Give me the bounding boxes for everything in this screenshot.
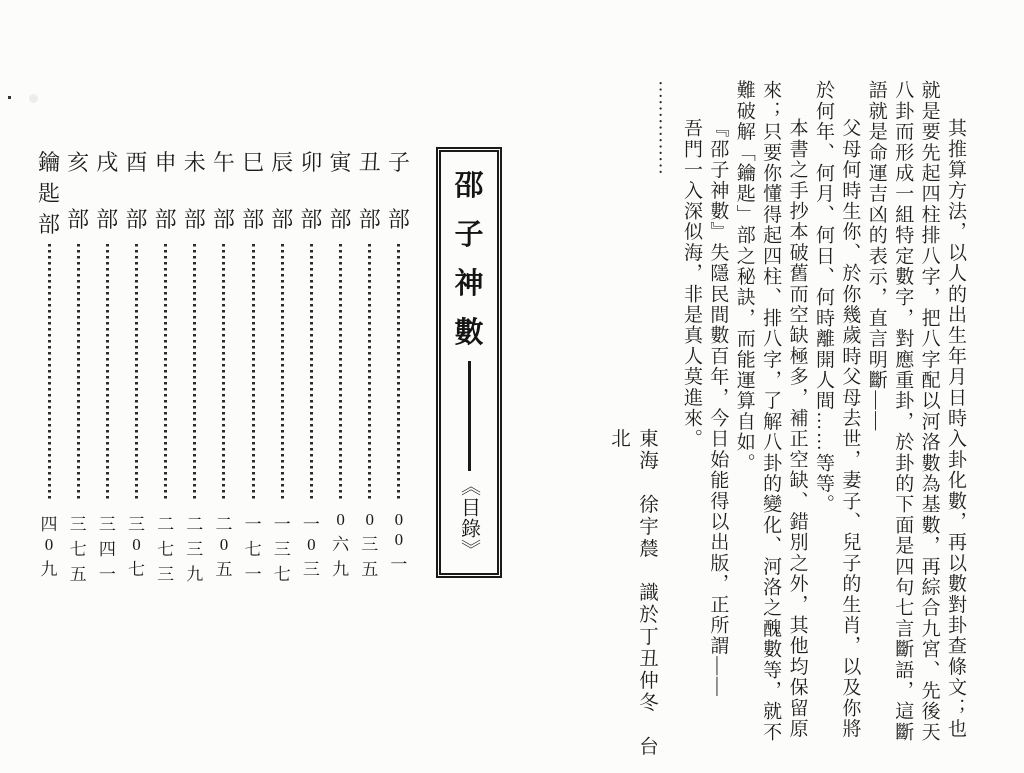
toc-entry-page (273, 510, 291, 584)
toc-entry (65, 146, 91, 584)
glyph: 一 (244, 565, 262, 584)
glyph: 數 (454, 317, 484, 349)
glyph: 酉 (125, 150, 148, 175)
toc-entry (357, 146, 383, 579)
toc-entry (269, 146, 295, 584)
glyph: 0 (132, 535, 141, 554)
glyph: 二 (186, 515, 204, 534)
glyph: 0 (365, 510, 374, 529)
toc-entry (153, 146, 179, 584)
toc-entry (94, 146, 120, 584)
toc-entry-page (302, 510, 320, 579)
glyph: 一 (390, 555, 408, 574)
toc-entry (36, 146, 62, 579)
glyph: 九 (332, 560, 350, 579)
glyph: 部 (125, 207, 148, 232)
glyph: 0 (394, 530, 404, 549)
glyph: 0 (307, 535, 316, 554)
glyph: 五 (215, 560, 233, 579)
glyph: 部 (37, 212, 60, 237)
toc-subtitle: 《目錄》 (457, 475, 480, 560)
author-signature: 東海 徐宇辳 識於丁丑仲冬 台北 (608, 428, 657, 758)
glyph: 二 (215, 515, 233, 534)
glyph: 三 (186, 540, 204, 559)
toc-dot-leader (252, 244, 255, 501)
toc-dot-leader (397, 244, 400, 501)
glyph: 未 (183, 150, 206, 175)
glyph: 部 (300, 207, 323, 232)
toc-entry-page (157, 510, 175, 584)
ellipsis-marker: …………… (654, 80, 676, 175)
glyph: 巳 (242, 150, 265, 175)
glyph: 一 (244, 515, 262, 534)
glyph: 部 (271, 207, 294, 232)
toc-entry-label (388, 146, 410, 234)
toc-dot-leader (222, 244, 225, 501)
glyph: 七 (69, 540, 87, 559)
toc-dot-leader (339, 244, 342, 501)
toc-entry-page (98, 510, 116, 584)
toc-entry (386, 146, 412, 574)
toc-dot-leader (310, 244, 313, 501)
glyph: 三 (273, 540, 291, 559)
glyph: 九 (186, 565, 204, 584)
glyph: 部 (358, 207, 381, 232)
toc-entry (328, 146, 354, 579)
toc-entry-label (271, 146, 293, 234)
toc-entry-label (213, 146, 235, 234)
glyph: 午 (212, 150, 235, 175)
toc-entry-label (155, 146, 177, 234)
glyph: 六 (332, 535, 350, 554)
glyph: 部 (242, 207, 265, 232)
book-title (454, 163, 483, 351)
scan-speck (8, 96, 11, 99)
toc-dot-leader (164, 244, 167, 501)
toc-dot-leader (48, 244, 51, 501)
glyph: 三 (69, 515, 87, 534)
preface-paragraph: 本書之手抄本破舊而空缺極多，補正空缺、錯別之外，其他均保留原來；只要你懂得起四柱、排八字，了解八卦的變化、河洛之醜數等，就不難破解「鑰匙」部之秘訣，而能運算自如。 (733, 80, 808, 743)
toc-entry-label (330, 146, 352, 234)
toc-entry (182, 146, 208, 584)
toc-title-box (436, 147, 502, 578)
toc-entry-label (96, 146, 118, 234)
preface-paragraph: 『邵子神數』失隱民間數百年，今日始能得以出版，正所謂—— (707, 118, 729, 698)
toc-entry-page (215, 510, 233, 579)
glyph: 七 (157, 540, 175, 559)
toc-entry-page (390, 510, 408, 574)
preface-paragraph: 父母何時生你、於你幾歲時父母去世，妻子、兒子的生肖，以及你將於何年、何月、何日、何時離開人間……等等。 (812, 80, 861, 739)
toc-entry-page (332, 510, 350, 579)
glyph: 九 (40, 560, 58, 579)
glyph: 寅 (329, 150, 352, 175)
toc-entry-label (300, 146, 322, 234)
toc-dot-leader (193, 244, 196, 501)
glyph: 二 (157, 515, 175, 534)
glyph: 0 (44, 535, 54, 554)
toc-entry (211, 146, 237, 579)
toc-entry-label (242, 146, 264, 234)
glyph: 一 (273, 515, 291, 534)
glyph: 丑 (358, 150, 381, 175)
glyph: 0 (336, 510, 345, 529)
table-of-contents (36, 146, 412, 584)
glyph: 三 (157, 565, 175, 584)
glyph: 四 (98, 540, 116, 559)
glyph: 辰 (271, 150, 294, 175)
glyph: 部 (183, 207, 206, 232)
glyph: 部 (96, 207, 119, 232)
glyph: 亥 (67, 150, 90, 175)
toc-entry-label (125, 146, 147, 234)
glyph: 三 (127, 515, 145, 534)
toc-dot-leader (135, 244, 138, 501)
toc-entry (298, 146, 324, 579)
glyph: 四 (40, 515, 58, 534)
toc-entry-page (127, 510, 145, 579)
title-dash-line (468, 361, 471, 471)
toc-entry-label (67, 146, 89, 234)
glyph: 一 (98, 565, 116, 584)
glyph: 部 (212, 207, 235, 232)
toc-entry (240, 146, 266, 584)
toc-entry-page (69, 510, 87, 584)
glyph: 0 (394, 510, 404, 529)
preface-text-block (628, 80, 968, 744)
glyph: 一 (302, 515, 320, 534)
toc-dot-leader (106, 244, 109, 501)
toc-entry-page (244, 510, 262, 584)
glyph: 部 (387, 207, 410, 232)
glyph: 三 (361, 535, 379, 554)
glyph: 七 (273, 565, 291, 584)
scan-speck (29, 94, 38, 103)
toc-entry-page (361, 510, 379, 579)
glyph: 戌 (96, 150, 119, 175)
glyph: 卯 (300, 150, 323, 175)
glyph: 部 (67, 207, 90, 232)
toc-entry (123, 146, 149, 579)
glyph: 鑰 (37, 150, 60, 175)
toc-entry-page (40, 510, 58, 579)
toc-dot-leader (281, 244, 284, 501)
preface-paragraph: 其推算方法，以人的出生年月日時入卦化數，再以數對卦查條文；也就是要先起四柱排八字，把八字配以河洛數為基數，再綜合九宮、先後天八卦而形成一組特定數字，對應重卦，於卦的下面是四句七言斷語，這斷語就是命運吉凶的表示，直言明斷—— (865, 80, 966, 743)
glyph: 五 (361, 560, 379, 579)
preface-paragraph: 吾門一入深似海，非是真人莫進來。 (680, 118, 702, 450)
toc-entry-label (37, 146, 60, 237)
toc-entry-label (184, 146, 206, 234)
toc-dot-leader (368, 244, 371, 501)
toc-entry-label (359, 146, 381, 234)
toc-entry-page (186, 510, 204, 584)
glyph: 匙 (37, 181, 60, 206)
glyph: 子 (454, 219, 484, 251)
glyph: 0 (219, 535, 229, 554)
glyph: 申 (154, 150, 177, 175)
glyph: 部 (329, 207, 352, 232)
glyph: 三 (302, 560, 320, 579)
glyph: 神 (454, 268, 484, 300)
glyph: 邵 (454, 170, 484, 202)
glyph: 部 (154, 207, 177, 232)
glyph: 五 (69, 565, 87, 584)
glyph: 子 (387, 150, 410, 175)
glyph: 七 (244, 540, 262, 559)
glyph: 七 (127, 560, 145, 579)
glyph: 三 (98, 515, 116, 534)
toc-dot-leader (77, 244, 80, 501)
